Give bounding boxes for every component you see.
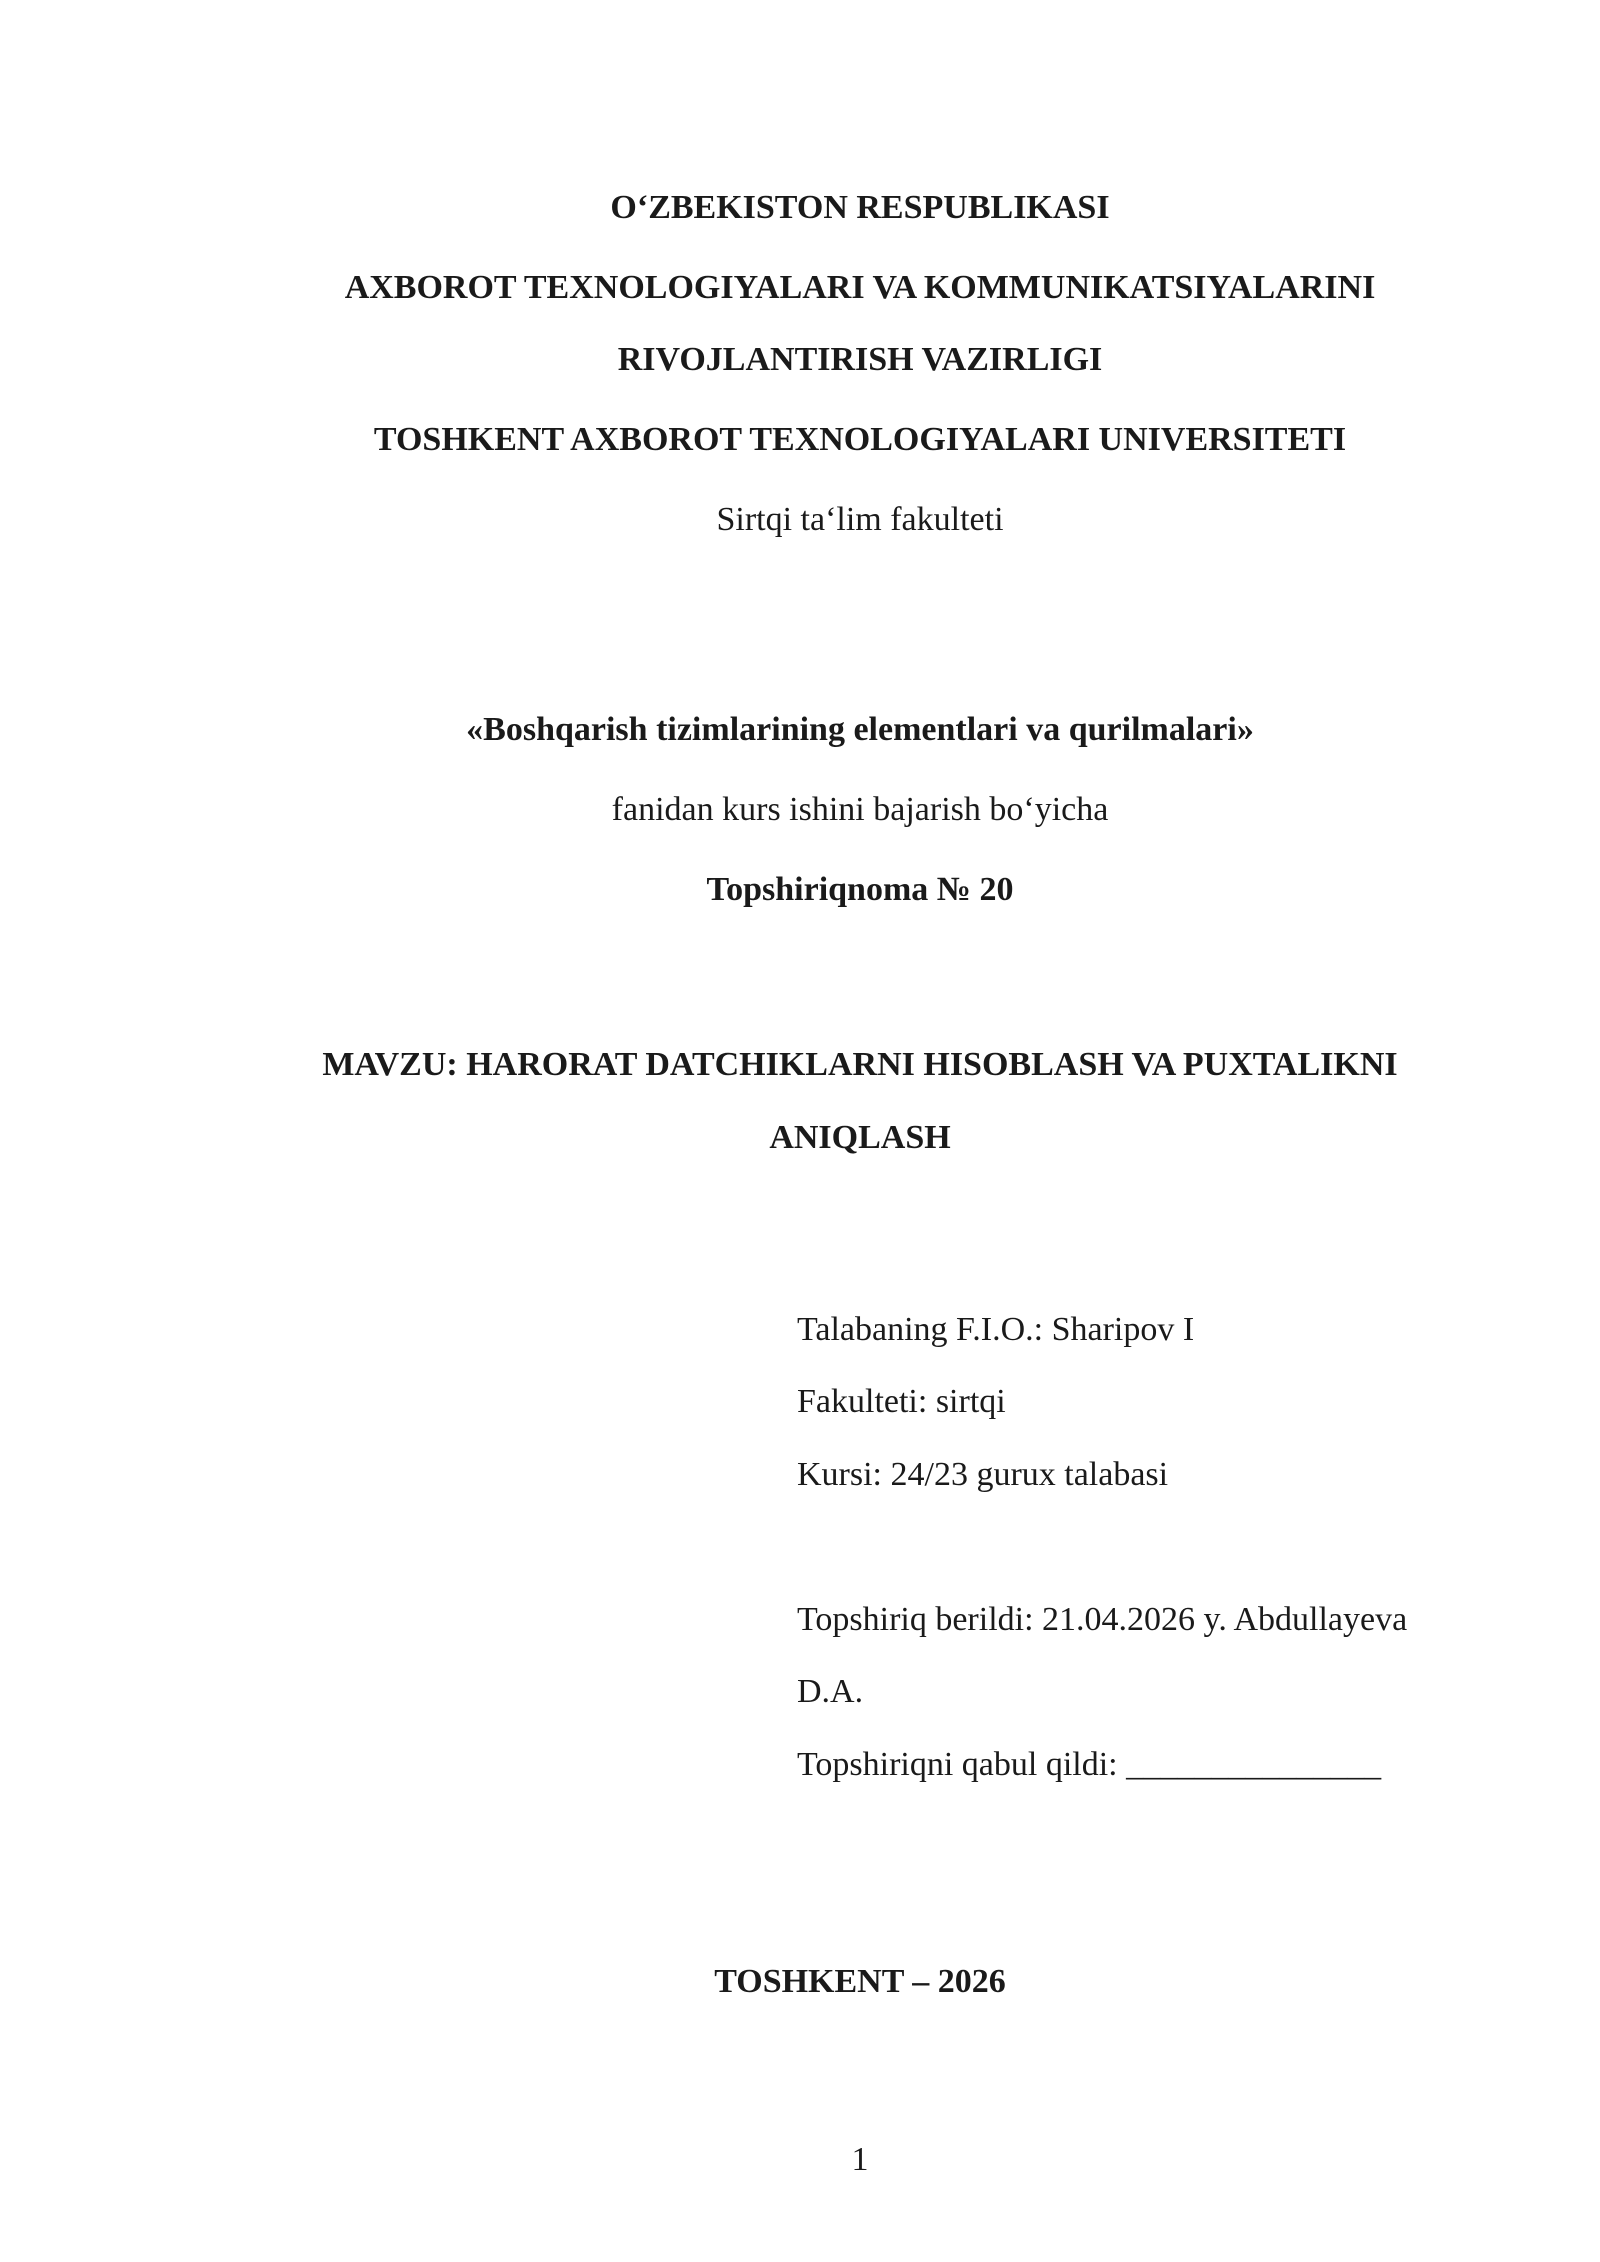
city-year: TOSHKENT – 2026 xyxy=(714,1963,1006,2000)
university-heading: TOSHKENT AXBOROT TEXNOLOGIYALARI UNIVERSITETI xyxy=(373,421,1347,458)
course-title: «Boshqarish tizimlarining elementlari va qurilmalari» xyxy=(466,711,1254,748)
assignment-given: Topshiriq berildi: 21.04.2026 y. Abdullayeva xyxy=(797,1601,1408,1638)
assignment-accepted: Topshiriqni qabul qildi: _______________ xyxy=(797,1746,1382,1783)
assignment-number: Topshiriqnoma № 20 xyxy=(706,871,1014,908)
ministry-heading-line-1: AXBOROT TEXNOLOGIYALARI VA KOMMUNIKATSIYALARINI xyxy=(344,269,1376,306)
topic-line-1: MAVZU: HARORAT DATCHIKLARNI HISOBLASH VA PUXTALIKNI xyxy=(322,1046,1398,1083)
page-number: 1 xyxy=(851,2141,869,2178)
student-faculty: Fakulteti: sirtqi xyxy=(797,1383,1006,1420)
student-name: Talabaning F.I.O.: Sharipov I xyxy=(797,1311,1195,1348)
ministry-heading-line-2: RIVOJLANTIRISH VAZIRLIGI xyxy=(617,341,1103,378)
assignment-given-continued: D.A. xyxy=(797,1673,864,1710)
course-subtitle: fanidan kurs ishini bajarish bo‘yicha xyxy=(611,791,1109,828)
student-course: Kursi: 24/23 gurux talabasi xyxy=(797,1456,1169,1493)
country-heading: O‘ZBEKISTON RESPUBLIKASI xyxy=(610,189,1110,226)
topic-line-2: ANIQLASH xyxy=(769,1119,951,1156)
faculty-heading: Sirtqi ta‘lim fakulteti xyxy=(716,501,1004,538)
